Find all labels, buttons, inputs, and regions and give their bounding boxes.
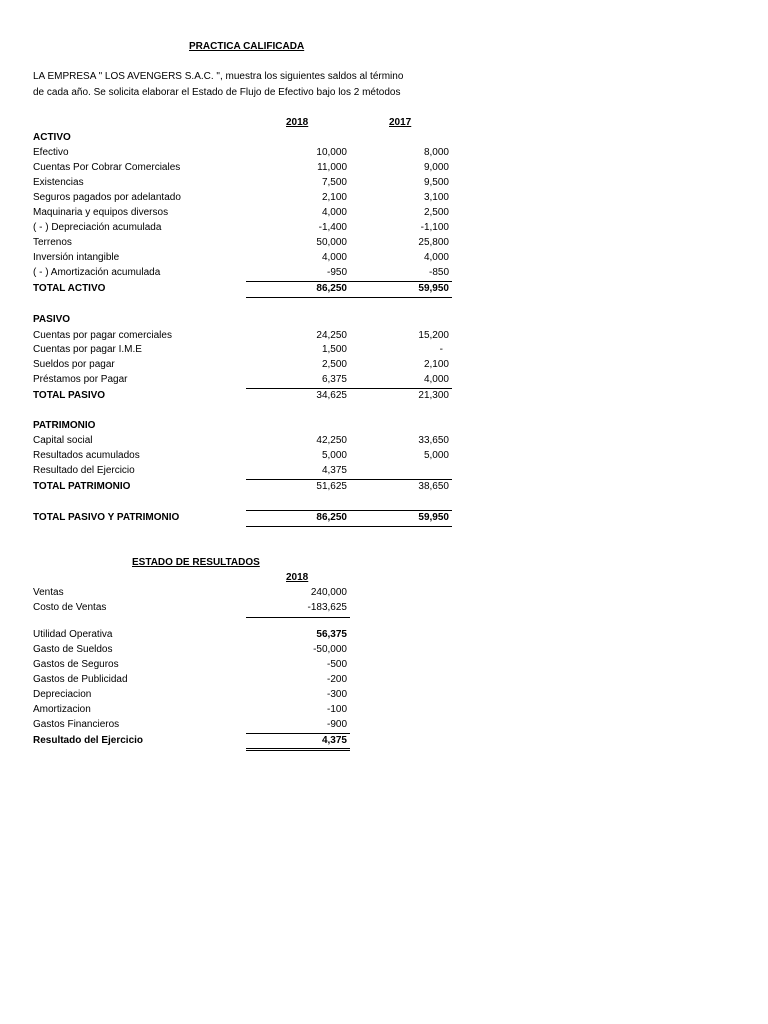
patrimonio-row-2017: 33,650 [418, 435, 449, 446]
income-total-label: Resultado del Ejercicio [33, 735, 144, 746]
patrimonio-row-2017: 5,000 [423, 450, 449, 461]
income-row-label: Ventas [33, 587, 64, 598]
pasivo-row-2017: 15,200 [418, 330, 449, 341]
patrimonio-row-2018: 5,000 [321, 450, 347, 461]
pasivo-heading: PASIVO [33, 314, 71, 325]
grand-total-underline [246, 526, 452, 527]
activo-row-2017: 9,000 [423, 162, 449, 173]
patrimonio-row-2018: 4,375 [321, 465, 347, 476]
total-activo-2017: 59,950 [418, 283, 449, 294]
patrimonio-heading: PATRIMONIO [33, 420, 96, 431]
patrimonio-total-rule [246, 479, 452, 480]
activo-total-rule [246, 281, 452, 282]
page-title: PRACTICA CALIFICADA [189, 41, 305, 52]
activo-row-label: Inversión intangible [33, 252, 120, 263]
activo-row-2017: 8,000 [423, 147, 449, 158]
activo-row-2017: 25,800 [418, 237, 449, 248]
activo-row-label: ( - ) Amortización acumulada [33, 267, 161, 278]
income-row-label: Utilidad Operativa [33, 629, 113, 640]
total-patrimonio-label: TOTAL PATRIMONIO [33, 481, 131, 492]
income-row-value: -100 [326, 704, 347, 715]
grand-total-2017: 59,950 [418, 512, 449, 523]
income-row-label: Depreciacion [33, 689, 92, 700]
income-row-value: 56,375 [316, 629, 347, 640]
income-row-value: -300 [326, 689, 347, 700]
year-2018-header: 2018 [286, 117, 309, 128]
activo-row-2018: -950 [326, 267, 347, 278]
total-patrimonio-2017: 38,650 [418, 481, 449, 492]
income-row-label: Amortizacion [33, 704, 91, 715]
pasivo-row-2018: 2,500 [321, 359, 347, 370]
activo-row-label: Maquinaria y equipos diversos [33, 207, 169, 218]
pasivo-row-2018: 1,500 [321, 344, 347, 355]
total-pasivo-label: TOTAL PASIVO [33, 390, 106, 401]
pasivo-row-2018: 6,375 [321, 374, 347, 385]
activo-row-2018: 4,000 [321, 207, 347, 218]
income-row-value: -900 [326, 719, 347, 730]
patrimonio-row-label: Resultados acumulados [33, 450, 140, 461]
income-row-value: -183,625 [307, 602, 347, 613]
pasivo-row-label: Sueldos por pagar [33, 359, 115, 370]
income-row-value: -50,000 [313, 644, 347, 655]
grand-total-rule [246, 510, 452, 511]
income-subtotal-rule [246, 617, 350, 618]
activo-row-label: Seguros pagados por adelantado [33, 192, 181, 203]
activo-row-2018: 10,000 [316, 147, 347, 158]
activo-row-2018: -1,400 [318, 222, 347, 233]
total-patrimonio-2018: 51,625 [316, 481, 347, 492]
activo-row-2018: 2,100 [321, 192, 347, 203]
pasivo-row-label: Cuentas por pagar I.M.E [33, 344, 142, 355]
activo-row-2017: 9,500 [423, 177, 449, 188]
year-2017-header: 2017 [389, 117, 412, 128]
income-row-value: -500 [326, 659, 347, 670]
intro-line-2: de cada año. Se solicita elaborar el Estado de Flujo de Efectivo bajo los 2 métodos [33, 87, 401, 98]
activo-row-2018: 11,000 [317, 162, 347, 173]
pasivo-row-2017: 4,000 [423, 374, 449, 385]
income-year-header: 2018 [286, 572, 309, 583]
pasivo-row-label: Cuentas por pagar comerciales [33, 330, 172, 341]
activo-row-2017: -1,100 [420, 222, 449, 233]
patrimonio-row-2018: 42,250 [316, 435, 347, 446]
income-row-label: Gastos de Publicidad [33, 674, 128, 685]
income-row-label: Costo de Ventas [33, 602, 107, 613]
intro-line-1: LA EMPRESA " LOS AVENGERS S.A.C. ", muestra los siguientes saldos al término [33, 71, 404, 82]
income-total-underline-2 [246, 750, 350, 751]
activo-heading: ACTIVO [33, 132, 71, 143]
income-row-label: Gastos de Seguros [33, 659, 119, 670]
activo-row-label: Cuentas Por Cobrar Comerciales [33, 162, 181, 173]
activo-row-2018: 7,500 [321, 177, 347, 188]
activo-row-label: ( - ) Depreciación acumulada [33, 222, 162, 233]
activo-row-2018: 50,000 [316, 237, 347, 248]
activo-row-2017: -850 [428, 267, 449, 278]
income-total-value: 4,375 [321, 735, 347, 746]
total-activo-2018: 86,250 [316, 283, 347, 294]
grand-total-2018: 86,250 [316, 512, 347, 523]
activo-row-2017: 3,100 [423, 192, 449, 203]
income-title: ESTADO DE RESULTADOS [132, 557, 260, 568]
activo-total-underline [246, 297, 452, 298]
patrimonio-row-label: Capital social [33, 435, 93, 446]
pasivo-row-label: Préstamos por Pagar [33, 374, 128, 385]
pasivo-total-rule [246, 388, 452, 389]
patrimonio-row-label: Resultado del Ejercicio [33, 465, 135, 476]
income-total-rule [246, 733, 350, 734]
income-row-value: 240,000 [310, 587, 347, 598]
income-row-label: Gastos Financieros [33, 719, 120, 730]
income-row-label: Gasto de Sueldos [33, 644, 113, 655]
pasivo-row-2018: 24,250 [316, 330, 347, 341]
activo-row-label: Terrenos [33, 237, 72, 248]
pasivo-row-2017: 2,100 [423, 359, 449, 370]
total-activo-label: TOTAL ACTIVO [33, 283, 106, 294]
activo-row-label: Efectivo [33, 147, 69, 158]
activo-row-label: Existencias [33, 177, 84, 188]
total-pasivo-2017: 21,300 [418, 390, 449, 401]
income-row-value: -200 [326, 674, 347, 685]
pasivo-row-2017: - [439, 344, 443, 355]
activo-row-2017: 4,000 [423, 252, 449, 263]
grand-total-label: TOTAL PASIVO Y PATRIMONIO [33, 512, 180, 523]
income-total-underline-1 [246, 748, 350, 749]
activo-row-2018: 4,000 [321, 252, 347, 263]
activo-row-2017: 2,500 [423, 207, 449, 218]
total-pasivo-2018: 34,625 [316, 390, 347, 401]
